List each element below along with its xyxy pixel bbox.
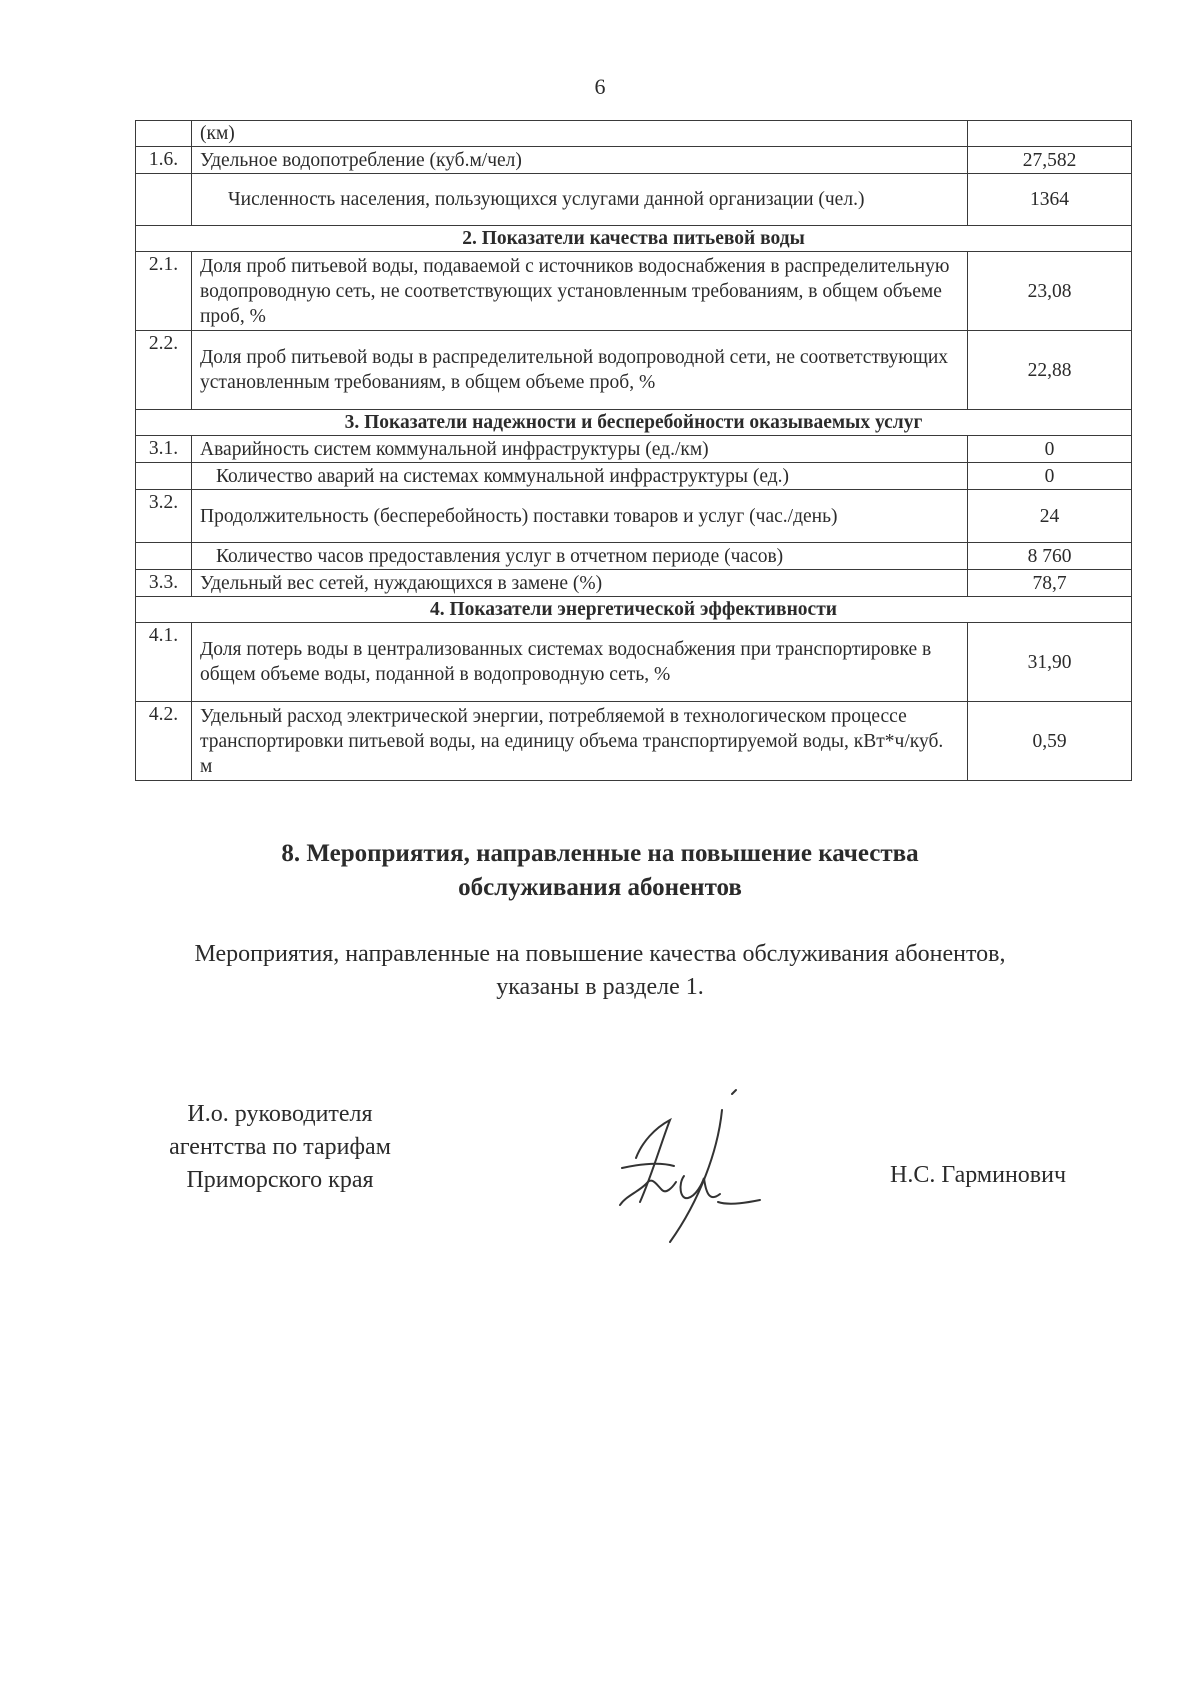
row-number xyxy=(136,463,192,490)
row-number: 2.2. xyxy=(136,331,192,410)
row-description: Удельный вес сетей, нуждающихся в замене (%) xyxy=(192,570,968,597)
row-description: Удельное водопотребление (куб.м/чел) xyxy=(192,147,968,174)
text-line: указаны в разделе 1. xyxy=(496,974,704,1000)
table-row xyxy=(136,463,1132,490)
row-number: 2.1. xyxy=(136,252,192,331)
section-header-row xyxy=(136,226,1132,252)
row-number: 4.2. xyxy=(136,702,192,781)
row-value: 0 xyxy=(968,436,1132,463)
table-row xyxy=(136,174,1132,226)
section-8-heading xyxy=(0,837,1200,905)
row-description: Продолжительность (бесперебойность) поставки товаров и услуг (час./день) xyxy=(192,490,968,543)
section-header-row xyxy=(136,597,1132,623)
section-header-row xyxy=(136,410,1132,436)
title-line: агентства по тарифам xyxy=(169,1134,391,1160)
row-description: Доля потерь воды в централизованных системах водоснабжения при транспортировке в общем объеме воды, поданной в водопроводную сеть, % xyxy=(192,623,968,702)
row-number: 3.3. xyxy=(136,570,192,597)
row-description: Удельный расход электрической энергии, потребляемой в технологическом процессе транспортировки питьевой воды, на единицу объема транспортируемой воды, кВт*ч/куб. м xyxy=(192,702,968,781)
section-title: 4. Показатели энергетической эффективности xyxy=(136,597,1132,623)
row-description: Аварийность систем коммунальной инфраструктуры (ед./км) xyxy=(192,436,968,463)
table-row xyxy=(136,252,1132,331)
row-description: Количество аварий на системах коммунальной инфраструктуры (ед.) xyxy=(192,463,968,490)
table-row xyxy=(136,436,1132,463)
row-value: 24 xyxy=(968,490,1132,543)
row-value: 1364 xyxy=(968,174,1132,226)
section-8-text xyxy=(0,938,1200,1004)
section-title: 3. Показатели надежности и бесперебойности оказываемых услуг xyxy=(136,410,1132,436)
row-description: (км) xyxy=(192,121,968,147)
row-value: 0,59 xyxy=(968,702,1132,781)
row-value: 8 760 xyxy=(968,543,1132,570)
row-number: 3.2. xyxy=(136,490,192,543)
text-line: Мероприятия, направленные на повышение качества обслуживания абонентов, xyxy=(194,941,1006,967)
table-row xyxy=(136,623,1132,702)
page-number: 6 xyxy=(594,74,606,99)
row-description: Численность населения, пользующихся услугами данной организации (чел.) xyxy=(192,174,968,226)
row-description: Доля проб питьевой воды в распределительной водопроводной сети, не соответствующих установленным требованиям, в общем объеме проб, % xyxy=(192,331,968,410)
row-value: 23,08 xyxy=(968,252,1132,331)
handwritten-signature xyxy=(600,1080,820,1260)
table-row xyxy=(136,121,1132,147)
row-value xyxy=(968,121,1132,147)
row-number: 4.1. xyxy=(136,623,192,702)
section-title: 2. Показатели качества питьевой воды xyxy=(136,226,1132,252)
table-row xyxy=(136,490,1132,543)
signatory-title xyxy=(140,1098,420,1197)
heading-line: 8. Мероприятия, направленные на повышение качества xyxy=(281,840,919,867)
table-row xyxy=(136,543,1132,570)
row-number xyxy=(136,121,192,147)
title-line: Приморского края xyxy=(186,1167,374,1193)
row-value: 78,7 xyxy=(968,570,1132,597)
heading-line: обслуживания абонентов xyxy=(458,874,742,901)
table-row xyxy=(136,570,1132,597)
row-value: 31,90 xyxy=(968,623,1132,702)
row-description: Количество часов предоставления услуг в отчетном периоде (часов) xyxy=(192,543,968,570)
row-value: 27,582 xyxy=(968,147,1132,174)
table-row xyxy=(136,702,1132,781)
row-number xyxy=(136,543,192,570)
table-row xyxy=(136,147,1132,174)
row-number: 3.1. xyxy=(136,436,192,463)
row-value: 22,88 xyxy=(968,331,1132,410)
signatory-name: Н.С. Гарминович xyxy=(890,1162,1067,1188)
row-value: 0 xyxy=(968,463,1132,490)
row-number: 1.6. xyxy=(136,147,192,174)
row-description: Доля проб питьевой воды, подаваемой с источников водоснабжения в распределительную водопроводную сеть, не соответствующих установленным требованиям, в общем объеме проб, % xyxy=(192,252,968,331)
indicators-table xyxy=(135,120,1132,781)
row-number xyxy=(136,174,192,226)
title-line: И.о. руководителя xyxy=(187,1101,373,1127)
table-row xyxy=(136,331,1132,410)
